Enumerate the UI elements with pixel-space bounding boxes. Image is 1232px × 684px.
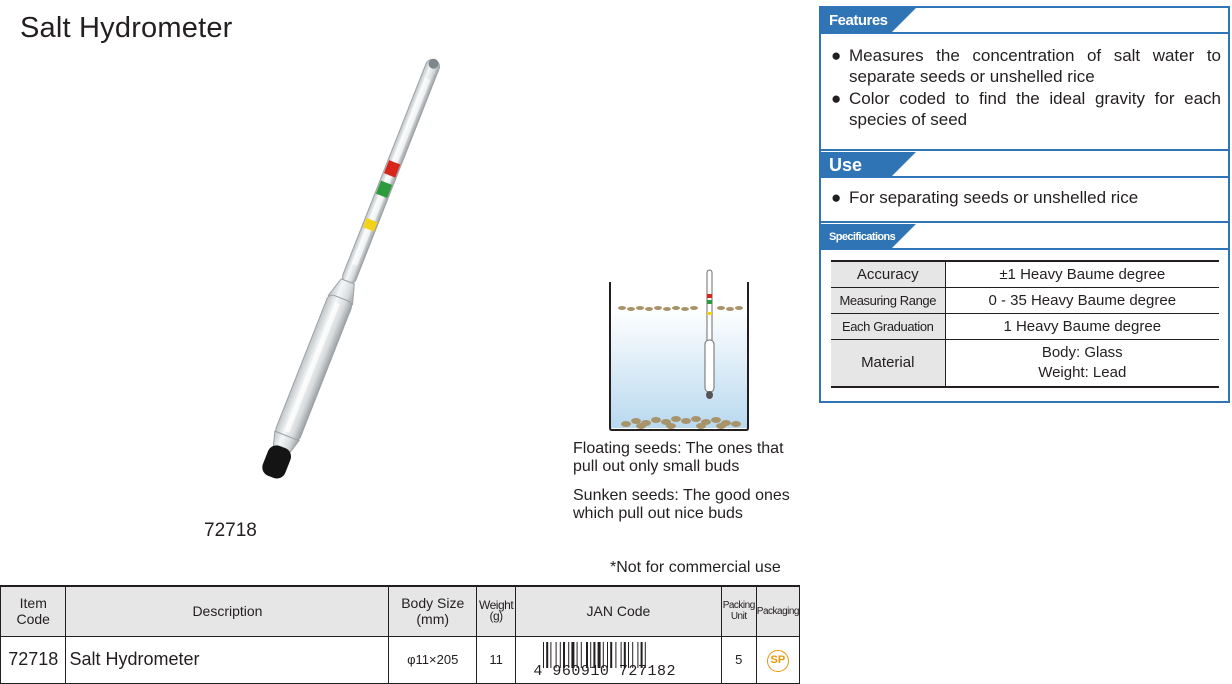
cell-packaging <box>756 636 799 684</box>
bullet-icon: ● <box>831 89 842 108</box>
spec-row <box>831 339 1219 387</box>
cell-description: Salt Hydrometer <box>66 636 389 684</box>
feature-item <box>831 45 1221 87</box>
spec-label: Measuring Range <box>831 287 945 313</box>
specifications-table <box>831 260 1219 388</box>
section-divider <box>821 221 1228 223</box>
header-packing-unit: Packing Unit <box>721 586 756 636</box>
header-description: Description <box>66 586 389 636</box>
seed-separation-diagram <box>604 268 754 434</box>
header-packaging: Packaging <box>756 586 799 636</box>
spec-value: 1 Heavy Baume degree <box>945 313 1219 339</box>
spec-row <box>831 287 1219 313</box>
sp-packaging-icon: SP <box>767 650 789 672</box>
commercial-use-note: *Not for commercial use <box>610 559 781 576</box>
material-body: Body: Glass <box>1041 343 1123 361</box>
feature-text: Color coded to find the ideal gravity for each species of seed <box>849 89 1221 129</box>
specs-label: Specifications <box>829 231 896 243</box>
header-weight: Weight (g) <box>477 586 516 636</box>
spec-label: Accuracy <box>831 261 945 287</box>
item-code-label: 72718 <box>204 520 257 541</box>
cell-weight: 11 <box>477 636 516 684</box>
use-text: For separating seeds or unshelled rice <box>849 188 1139 207</box>
features-band-line <box>821 32 1228 34</box>
spec-row <box>831 313 1219 339</box>
info-panel <box>819 6 1230 403</box>
use-band <box>821 152 1228 178</box>
product-table <box>0 585 800 684</box>
spec-label: Each Graduation <box>831 313 945 339</box>
feature-text: Measures the concentration of salt water to separate seeds or unshelled rice <box>849 46 1221 86</box>
features-label: Features <box>829 12 888 29</box>
spec-value: ±1 Heavy Baume degree <box>945 261 1219 287</box>
section-divider <box>821 149 1228 151</box>
bullet-icon: ● <box>831 46 842 65</box>
feature-item <box>831 88 1221 130</box>
use-label: Use <box>829 155 863 175</box>
header-body-size: Body Size (mm) <box>389 586 477 636</box>
cell-item-code: 72718 <box>1 636 66 684</box>
specs-band-line <box>821 248 1228 250</box>
sunken-seeds-caption: Sunken seeds: The good ones which pull out nice buds <box>573 487 790 522</box>
header-item-code: Item Code <box>1 586 66 636</box>
spec-value <box>945 339 1219 387</box>
features-band <box>821 8 1228 34</box>
barcode <box>533 640 703 680</box>
specs-band <box>821 224 1228 250</box>
spec-label: Material <box>831 339 945 387</box>
cell-packing-unit: 5 <box>721 636 756 684</box>
cell-body-size: φ11×205 <box>389 636 477 684</box>
table-header-row <box>1 586 800 636</box>
hydrometer-image <box>190 50 510 510</box>
jan-number: 4 960910 727182 <box>533 662 676 680</box>
spec-value: 0 - 35 Heavy Baume degree <box>945 287 1219 313</box>
header-jan-code: JAN Code <box>516 586 722 636</box>
cell-jan-code <box>516 636 722 684</box>
material-weight: Weight: Lead <box>1038 363 1127 381</box>
use-band-line <box>821 176 1228 178</box>
use-item <box>831 187 1221 208</box>
floating-seeds-caption: Floating seeds: The ones that pull out only small buds <box>573 440 784 475</box>
bullet-icon: ● <box>831 188 842 207</box>
table-row <box>1 636 800 684</box>
spec-row <box>831 261 1219 287</box>
page-title: Salt Hydrometer <box>20 12 233 44</box>
